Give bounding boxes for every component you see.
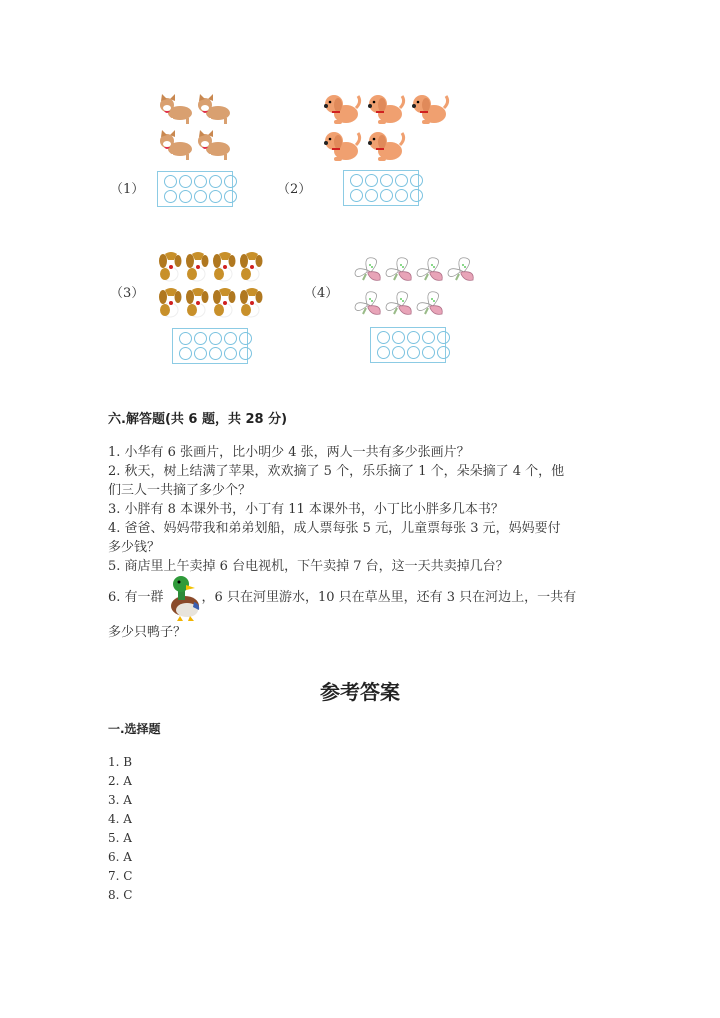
butterfly-icon — [415, 290, 446, 318]
frame-circle — [194, 190, 207, 203]
beagle-icon — [211, 250, 238, 282]
frame-circle — [407, 331, 420, 344]
question-6-prefix: 6. 有一群 — [108, 590, 164, 605]
butterfly-icon — [384, 256, 415, 284]
ten-frame-2 — [343, 170, 419, 206]
answer-item: 6. A — [108, 850, 132, 864]
frame-circle — [377, 346, 390, 359]
puppy-group — [322, 92, 454, 163]
question-line: 2. 秋天，树上结满了苹果，欢欢摘了 5 个，乐乐摘了 1 个，朵朵摘了 4 个，他 — [108, 464, 565, 479]
frame-circle — [422, 346, 435, 359]
beagle-icon — [238, 250, 265, 282]
answer-item: 5. A — [108, 831, 132, 845]
frame-circle — [395, 189, 408, 202]
question-line: 4. 爸爸、妈妈带我和弟弟划船，成人票每张 5 元，儿童票每张 3 元，妈妈要付 — [108, 521, 561, 536]
frame-circle — [410, 189, 423, 202]
ten-frame-4 — [370, 327, 446, 363]
frame-circle — [224, 332, 237, 345]
corgi-icon — [196, 93, 234, 125]
frame-circle — [239, 332, 252, 345]
frame-circle — [209, 347, 222, 360]
frame-circle — [437, 331, 450, 344]
frame-circle — [380, 189, 393, 202]
puppy-icon — [366, 92, 410, 126]
question-line: 5. 商店里上午卖掉 6 台电视机，下午卖掉 7 台，这一天共卖掉几台？ — [108, 559, 509, 574]
answer-item: 2. A — [108, 774, 132, 788]
corgi-icon — [196, 129, 234, 161]
frame-circle — [350, 174, 363, 187]
frame-circle — [209, 175, 222, 188]
frame-circle — [209, 332, 222, 345]
question-6-end: 多少只鸭子？ — [108, 625, 187, 640]
answer-item: 1. B — [108, 755, 133, 769]
ten-frame-3 — [172, 328, 248, 364]
exercise-3-label: （3） — [110, 286, 145, 301]
question-line: 1. 小华有 6 张画片，比小明少 4 张，两人一共有多少张画片？ — [108, 445, 470, 460]
answer-item: 4. A — [108, 812, 132, 826]
ten-frame-1 — [157, 171, 233, 207]
puppy-icon — [410, 92, 454, 126]
beagle-icon — [211, 286, 238, 318]
butterfly-icon — [446, 256, 477, 284]
corgi-icon — [158, 129, 196, 161]
answer-item: 3. A — [108, 793, 132, 807]
butterfly-icon — [384, 290, 415, 318]
frame-circle — [392, 331, 405, 344]
frame-circle — [164, 175, 177, 188]
frame-circle — [164, 190, 177, 203]
exercise-2-label: （2） — [277, 182, 312, 197]
answers-title: 参考答案 — [320, 680, 400, 704]
frame-circle — [239, 347, 252, 360]
puppy-icon — [322, 129, 366, 163]
beagle-icon — [238, 286, 265, 318]
duck-icon — [166, 574, 202, 622]
frame-circle — [194, 175, 207, 188]
answer-item: 7. C — [108, 869, 133, 883]
frame-circle — [209, 190, 222, 203]
beagle-icon — [157, 286, 184, 318]
frame-circle — [179, 175, 192, 188]
frame-circle — [224, 175, 237, 188]
frame-circle — [365, 189, 378, 202]
puppy-icon — [366, 129, 410, 163]
beagle-icon — [157, 250, 184, 282]
frame-circle — [410, 174, 423, 187]
frame-circle — [365, 174, 378, 187]
frame-circle — [395, 174, 408, 187]
question-line: 多少钱？ — [108, 540, 161, 555]
section-6-heading: 六.解答题(共 6 题，共 28 分) — [108, 412, 288, 427]
frame-circle — [392, 346, 405, 359]
frame-circle — [224, 347, 237, 360]
beagle-group — [157, 250, 265, 318]
frame-circle — [380, 174, 393, 187]
frame-circle — [437, 346, 450, 359]
question-6-suffix: ，6 只在河里游水，10 只在草丛里，还有 3 只在河边上，一共有 — [201, 590, 577, 605]
frame-circle — [194, 347, 207, 360]
frame-circle — [407, 346, 420, 359]
frame-circle — [350, 189, 363, 202]
answers-section-1: 一.选择题 — [108, 722, 161, 736]
frame-circle — [179, 190, 192, 203]
corgi-group — [158, 93, 234, 161]
frame-circle — [194, 332, 207, 345]
frame-circle — [377, 331, 390, 344]
frame-circle — [224, 190, 237, 203]
puppy-icon — [322, 92, 366, 126]
frame-circle — [179, 332, 192, 345]
question-line: 3. 小胖有 8 本课外书，小丁有 11 本课外书，小丁比小胖多几本书？ — [108, 502, 504, 517]
exercise-4-label: （4） — [304, 286, 339, 301]
frame-circle — [422, 331, 435, 344]
exercise-1-label: （1） — [110, 182, 145, 197]
butterfly-icon — [353, 256, 384, 284]
corgi-icon — [158, 93, 196, 125]
frame-circle — [179, 347, 192, 360]
beagle-icon — [184, 286, 211, 318]
question-line: 们三人一共摘了多少个？ — [108, 483, 252, 498]
answer-item: 8. C — [108, 888, 133, 902]
butterfly-group — [353, 256, 477, 318]
butterfly-icon — [353, 290, 384, 318]
butterfly-icon — [415, 256, 446, 284]
beagle-icon — [184, 250, 211, 282]
